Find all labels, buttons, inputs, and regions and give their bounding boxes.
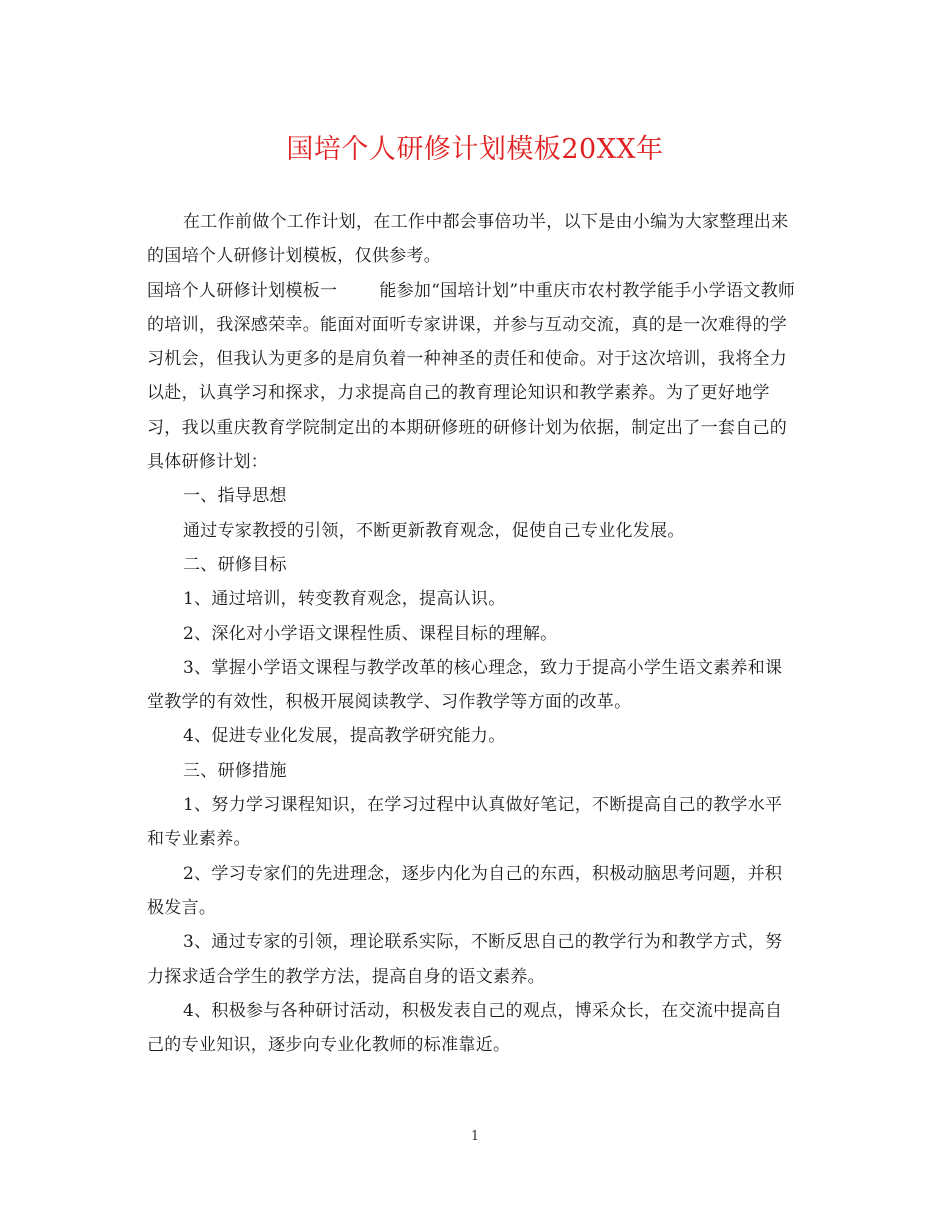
document-title: 国培个人研修计划模板20XX年 [286,134,664,165]
goal-item: 1、通过培训，转变教育观念，提高认识。 [183,589,506,610]
section-heading-guiding-ideology: 一、指导思想 [183,486,287,507]
page-number: 1 [470,1129,480,1144]
measure-item: 3、通过专家的引领，理论联系实际，不断反思自己的教学行为和教学方式，努力探求适合学生的教学方法，提高自身的语文素养。 [147,932,783,987]
document-body [147,205,797,1062]
template-text: 能参加“国培计划”中重庆市农村教学能手小学语文教师的培训，我深感荣幸。能面对面听专家讲课，并参与互动交流，真的是一次难得的学习机会，但我认为更多的是肩负着一种神圣的责任和使命。对于这次培训，我将全力以赴，认真学习和探求，力求提高自己的教育理论知识和教学素养。为了更好地学习，我以重庆教育学院制定出的本期研修班的研修计划为依据，制定出了一套自己的具体研修计划： [147,280,796,473]
template-label: 国培个人研修计划模板一 [147,280,338,301]
goal-item: 2、深化对小学语文课程性质、课程目标的理解。 [183,623,558,644]
intro-paragraph: 在工作前做个工作计划，在工作中都会事倍功半，以下是由小编为大家整理出来的国培个人研修计划模板，仅供参考。 [147,212,789,267]
section-heading-training-goals: 二、研修目标 [183,554,287,575]
template-paragraph [147,274,797,480]
goal-item: 3、掌握小学语文课程与教学改革的核心理念，致力于提高小学生语文素养和课堂教学的有效性，积极开展阅读教学、习作教学等方面的改革。 [147,657,783,713]
goal-item: 4、促进专业化发展，提高教学研究能力。 [183,726,506,747]
section-heading-training-measures: 三、研修措施 [183,760,287,781]
measure-item: 4、积极参与各种研讨活动，积极发表自己的观点，博采众长，在交流中提高自己的专业知识，逐步向专业化教师的标准靠近。 [147,1000,783,1056]
measure-item: 1、努力学习课程知识，在学习过程中认真做好笔记，不断提高自己的教学水平和专业素养。 [147,795,783,850]
guiding-ideology-text: 通过专家教授的引领，不断更新教育观念，促使自己专业化发展。 [183,520,685,541]
measure-item: 2、学习专家们的先进理念，逐步内化为自己的东西，积极动脑思考问题，并积极发言。 [147,863,783,918]
